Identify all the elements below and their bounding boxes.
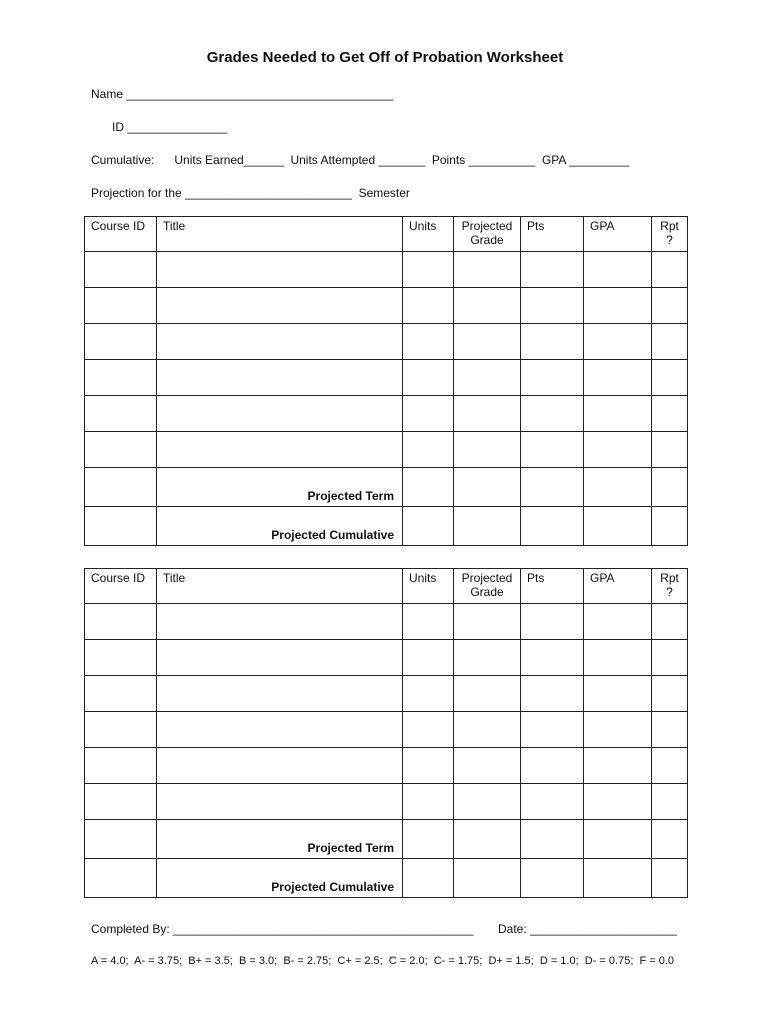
projected-cumulative-row[interactable] — [85, 859, 688, 898]
table-row[interactable] — [85, 396, 688, 432]
table-row[interactable] — [85, 784, 688, 820]
header-pts: Pts — [521, 217, 584, 252]
projected-term-row[interactable] — [85, 820, 688, 859]
projected-term-label: Projected Term — [157, 468, 403, 507]
header-projected-grade: Projected Grade — [454, 569, 521, 604]
completed-by-field[interactable]: Completed By: _____________________________________________ — [91, 922, 474, 936]
date-field[interactable]: Date: ______________________ — [498, 922, 677, 936]
grade-scale: A = 4.0; A- = 3.75; B+ = 3.5; B = 3.0; B- = 2.75; C+ = 2.5; C = 2.0; C- = 1.75; D+ = 1.5; D = 1.0; D- = 0.75; F = 0.0 — [91, 955, 675, 967]
projection-line[interactable]: Projection for the _________________________ Semester — [91, 186, 410, 200]
header-pts: Pts — [521, 569, 584, 604]
projected-term-row[interactable] — [85, 468, 688, 507]
cumulative-line[interactable]: Cumulative: Units Earned______ Units Attempted _______ Points __________ GPA _________ — [91, 153, 630, 167]
table-row[interactable] — [85, 252, 688, 288]
table-row[interactable] — [85, 748, 688, 784]
worksheet-title: Grades Needed to Get Off of Probation Worksheet — [206, 49, 564, 66]
table-row[interactable] — [85, 640, 688, 676]
table-row[interactable] — [85, 676, 688, 712]
table-row[interactable] — [85, 712, 688, 748]
id-field[interactable]: ID _______________ — [112, 120, 228, 134]
header-units: Units — [403, 217, 454, 252]
header-projected-grade: Projected Grade — [454, 217, 521, 252]
header-gpa: GPA — [584, 569, 652, 604]
grade-table-1 — [84, 216, 688, 546]
projected-cumulative-label: Projected Cumulative — [157, 507, 403, 546]
header-title: Title — [157, 569, 403, 604]
grade-table-2 — [84, 568, 688, 898]
table-row[interactable] — [85, 604, 688, 640]
projected-cumulative-row[interactable] — [85, 507, 688, 546]
name-field[interactable]: Name ________________________________________ — [91, 87, 394, 101]
header-course-id: Course ID — [85, 569, 157, 604]
table-row[interactable] — [85, 432, 688, 468]
header-units: Units — [403, 569, 454, 604]
table-row[interactable] — [85, 360, 688, 396]
header-title: Title — [157, 217, 403, 252]
table-row[interactable] — [85, 324, 688, 360]
header-course-id: Course ID — [85, 217, 157, 252]
header-rpt: Rpt ? — [652, 217, 688, 252]
header-gpa: GPA — [584, 217, 652, 252]
table-row[interactable] — [85, 288, 688, 324]
projected-cumulative-label: Projected Cumulative — [157, 859, 403, 898]
table-header-row — [85, 569, 688, 604]
header-rpt: Rpt ? — [652, 569, 688, 604]
table-header-row — [85, 217, 688, 252]
projected-term-label: Projected Term — [157, 820, 403, 859]
